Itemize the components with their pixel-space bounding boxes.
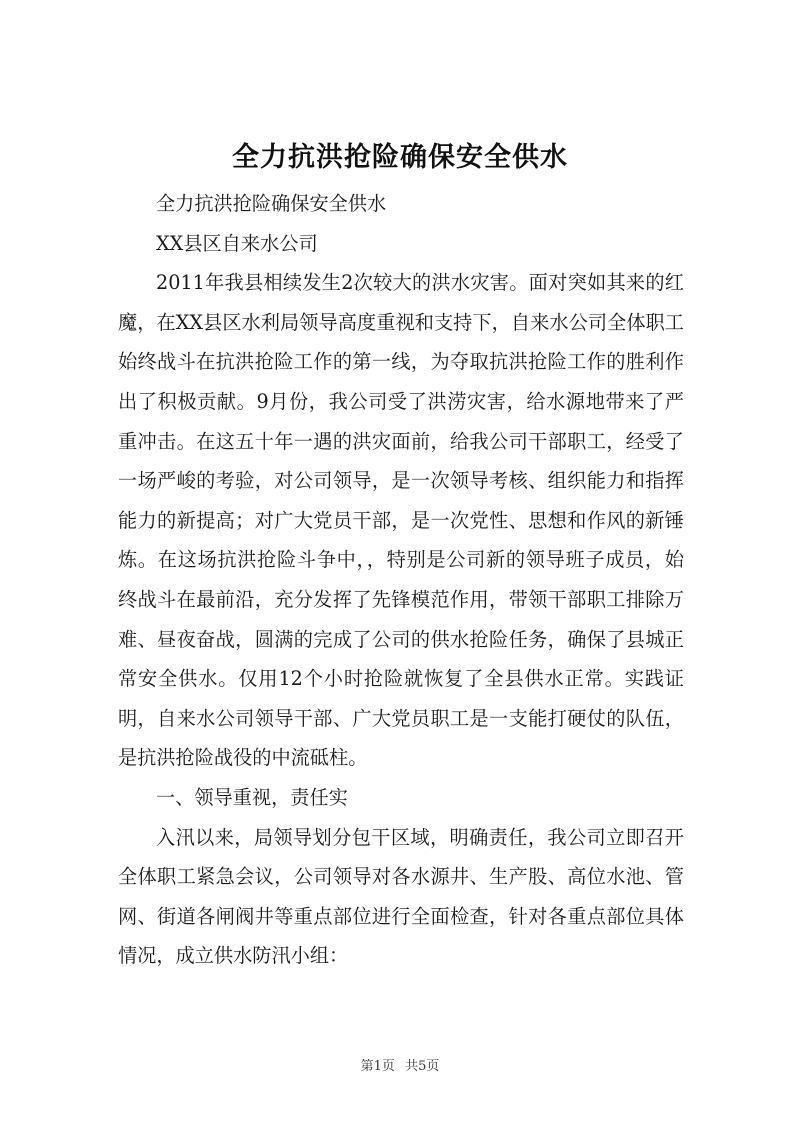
body-paragraph: 2011年我县相续发生2次较大的洪水灾害。面对突如其来的红魔，在XX县区水利局领导高度重视和支持下，自来水公司全体职工始终战斗在抗洪抢险工作的第一线，为夺取抗洪抢险工作的胜利作出了积极贡献。9月份，我公司受了洪涝灾害，给水源地带来了严重冲击。在这五十年一遇的洪灾面前，给我公司干部职工，经受了一场严峻的考验，对公司领导，是一次领导考核、组织能力和指挥能力的新提高；对广大党员干部，是一次党性、思想和作风的新锤炼。在这场抗洪抢险斗争中，，特别是公司新的领导班子成员，始终战斗在最前沿，充分发挥了先锋模范作用，带领干部职工排除万难、昼夜奋战，圆满的完成了公司的供水抢险任务，确保了县城正常安全供水。仅用12个小时抢险就恢复了全县供水正常。实践证明，自来水公司领导干部、广大党员职工是一支能打硬仗的队伍，是抗洪抢险战役的中流砥柱。 [118, 271, 684, 770]
section-heading: 一、领导重视，责任实 [156, 785, 348, 809]
body-paragraph: 入汛以来，局领导划分包干区域，明确责任，我公司立即召开全体职工紧急会议，公司领导对各水源井、生产股、高位水池、管网、街道各闸阀井等重点部位进行全面检查，针对各重点部位具体情况，成立供水防汛小组： [118, 825, 684, 968]
page-number: 第1页 [360, 1059, 395, 1074]
page-total: 共5页 [405, 1059, 440, 1074]
organization-paragraph: XX县区自来水公司 [156, 231, 318, 255]
page-footer [0, 1058, 800, 1076]
document-body [118, 184, 684, 976]
document-title: 全力抗洪抢险确保安全供水 [232, 142, 568, 173]
subtitle-paragraph: 全力抗洪抢险确保安全供水 [156, 192, 387, 215]
